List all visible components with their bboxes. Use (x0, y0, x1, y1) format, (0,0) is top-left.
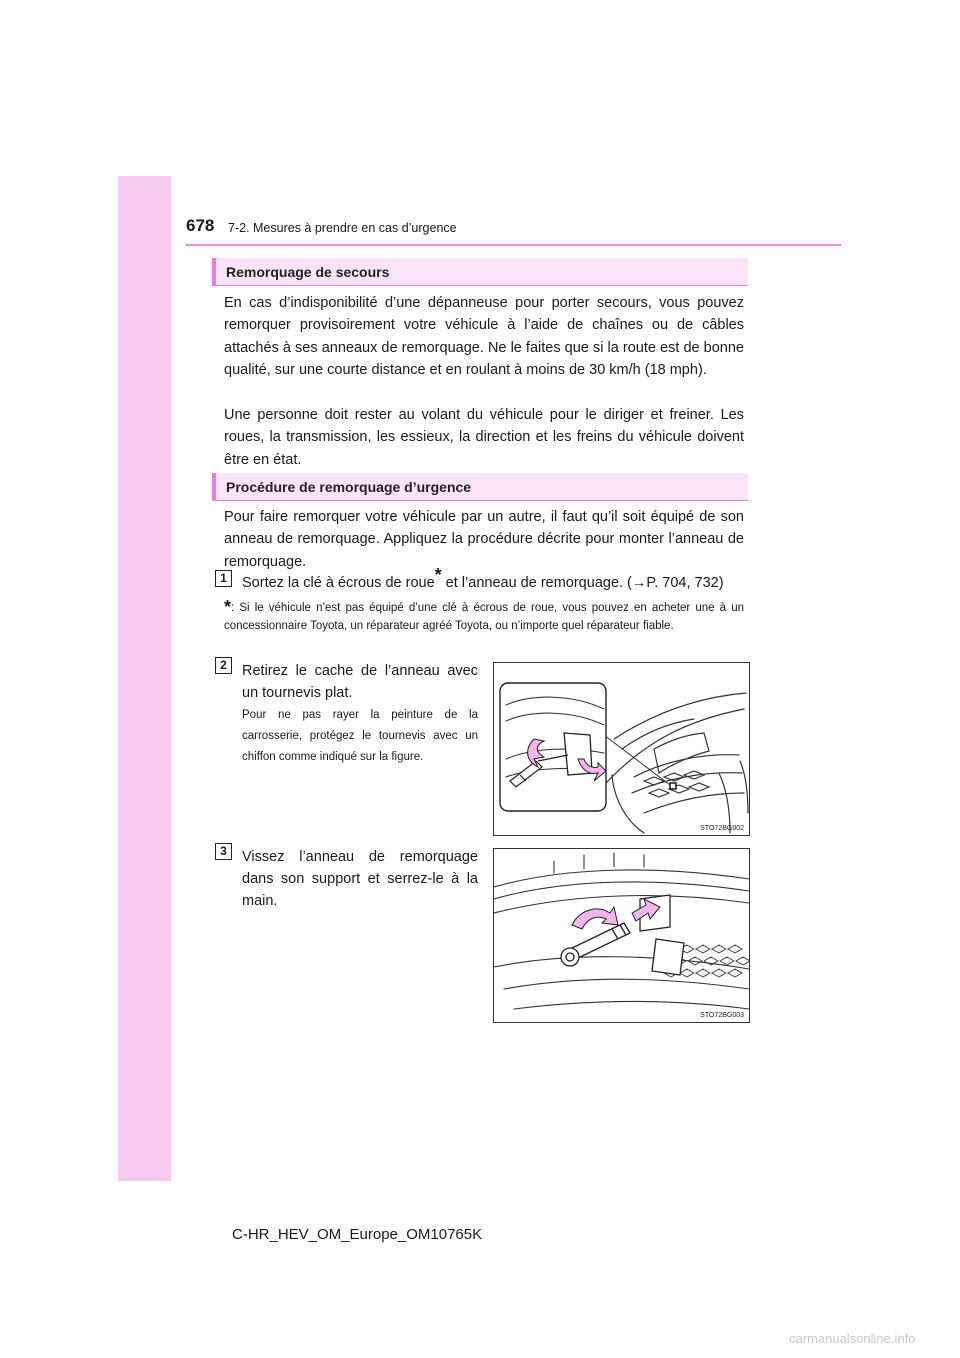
paragraph-towing-intro: En cas d’indisponibilité d’une dépanneuse pour porter secours, vous pouvez remorquer provisoirement votre véhicule à l’aide de chaînes ou de câbles attachés à ses anneaux de remorquage. Ne le faites que si la route est de bonne qualité, sur une courte distance et en roulant à moins de 30 km/h (18 mph). (224, 295, 744, 379)
cover-removal-illustration-icon (494, 663, 749, 835)
figure-code: STO72BG002 (700, 825, 744, 832)
document-code: C-HR_HEV_OM_Europe_OM10765K (232, 1226, 483, 1243)
step-3-text: Vissez l’anneau de remorquage dans son support et serrez-le à la main. (242, 849, 478, 909)
chapter-sidebar-tab (118, 176, 171, 1181)
header-rule (186, 244, 841, 246)
footnote-text: : Si le véhicule n’est pas équipé d’une clé à écrous de roue, vous pouvez en acheter une à un concessionnaire Toyota, un réparateur agréé Toyota, ou n’importe quel réparateur fiable. (224, 602, 744, 632)
arrow-right-icon: → (631, 575, 647, 591)
step-1-text (242, 565, 752, 594)
figure-remove-cover (493, 662, 750, 836)
section-header-emergency-towing (212, 258, 748, 286)
step-number-badge: 2 (215, 657, 232, 674)
step-2-text: Retirez le cache de l’anneau avec un tournevis plat. (242, 663, 478, 701)
paragraph-driver-note: Une personne doit rester au volant du véhicule pour le diriger et freiner. Les roues, la transmission, les essieux, la direction et les freins du véhicule doivent être en état. (224, 407, 744, 468)
step-2-note: Pour ne pas rayer la peinture de la carrosserie, protégez le tournevis avec un chiffon comme indiqué sur la figure. (242, 709, 478, 763)
footnote-marker: * (224, 597, 232, 617)
towing-eyelet-install-illustration-icon (494, 849, 749, 1022)
figure-install-eyelet (493, 848, 750, 1023)
footnote (224, 598, 744, 635)
section-title: Remorquage de secours (226, 264, 390, 280)
figure-code: STO72BG003 (700, 1012, 744, 1019)
step-number-badge: 3 (215, 843, 232, 860)
section-header-emergency-procedure (212, 473, 748, 501)
page-number: 678 (186, 216, 215, 235)
section-title: Procédure de remorquage d’urgence (226, 479, 472, 495)
paragraph-procedure-intro: Pour faire remorquer votre véhicule par un autre, il faut qu’il soit équipé de son anneau de remorquage. Appliquez la procédure décrite pour monter l’anneau de remorquage. (224, 509, 744, 570)
step-number-badge: 1 (215, 570, 232, 587)
step-1-text-after: et l’anneau de remorquage. ( (441, 575, 632, 591)
running-header-title: 7-2. Mesures à prendre en cas d’urgence (228, 221, 457, 235)
step-1-text-before: Sortez la clé à écrous de roue (242, 575, 435, 591)
page-reference: P. 704, 732) (646, 575, 724, 591)
watermark: carmanualsonline.info (789, 1331, 916, 1346)
asterisk-marker: * (434, 565, 442, 586)
